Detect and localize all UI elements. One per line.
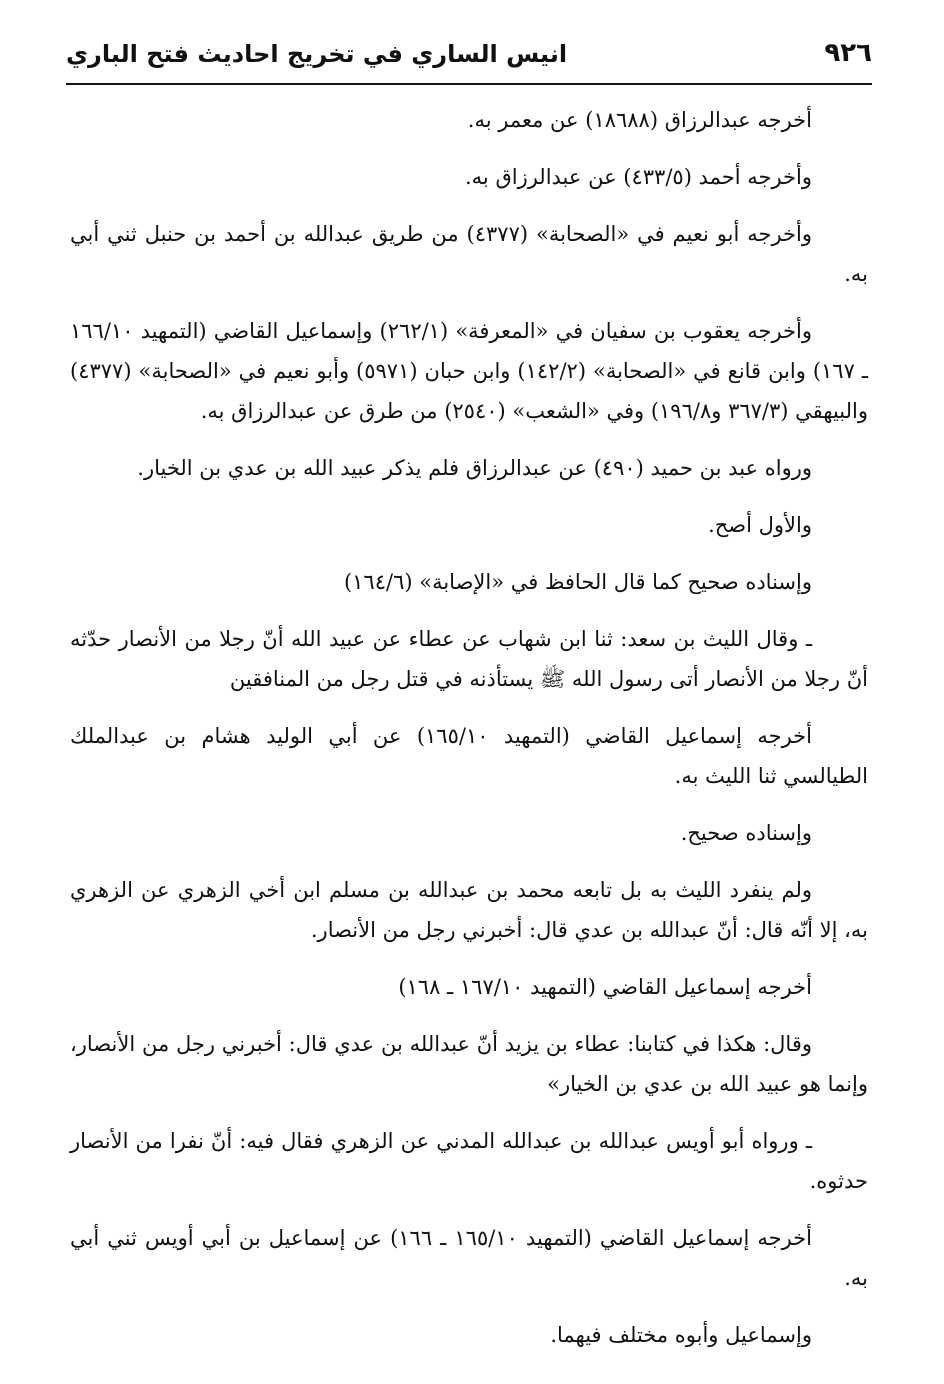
- paragraph: ـ ورواه أبو أويس عبدالله بن عبدالله المدني عن الزهري فقال فيه: أنّ نفرا من الأنصار حدثوه.: [70, 1129, 868, 1193]
- paragraph: وإسناده صحيح كما قال الحافظ في «الإصابة» (١٦٤/٦): [343, 570, 812, 594]
- paragraph: وأخرجه أحمد (٤٣٣/٥) عن عبدالرزاق به.: [464, 165, 812, 189]
- paragraph: أخرجه عبدالرزاق (١٨٦٨٨) عن معمر به.: [467, 108, 812, 132]
- paragraph: وإسناده صحيح.: [680, 821, 812, 845]
- paragraph: والأول أصح.: [708, 513, 812, 537]
- paragraph: ـ وقال الليث بن سعد: ثنا ابن شهاب عن عطاء عن عبيد الله أنّ رجلا من الأنصار حدّثه أنّ رجلا من الأنصار أتى رسول الله ﷺ يستأذنه في قتل رجل من المنافقين: [70, 627, 868, 691]
- paragraph: أخرجه إسماعيل القاضي (التمهيد ١٦٥/١٠ ـ ١٦٦) عن إسماعيل بن أبي أويس ثني أبي به.: [70, 1226, 868, 1290]
- paragraph: أخرجه إسماعيل القاضي (التمهيد ١٦٧/١٠ ـ ١٦٨): [398, 975, 812, 999]
- paragraph: وأخرجه أبو نعيم في «الصحابة» (٤٣٧٧) من طريق عبدالله بن أحمد بن حنبل ثني أبي به.: [70, 222, 868, 286]
- paragraph: أخرجه إسماعيل القاضي (التمهيد ١٦٥/١٠) عن أبي الوليد هشام بن عبدالملك الطيالسي ثنا الليث به.: [70, 724, 868, 788]
- page-body: [70, 100, 868, 1372]
- paragraph: وإسماعيل وأبوه مختلف فيهما.: [550, 1323, 812, 1347]
- header-divider: [66, 83, 872, 85]
- paragraph: ولم ينفرد الليث به بل تابعه محمد بن عبدالله بن مسلم ابن أخي الزهري عن الزهري به، إلا أنّه قال: أنّ عبدالله بن عدي قال: أخبرني رجل من الأنصار.: [70, 878, 868, 942]
- running-header: [66, 34, 872, 84]
- paragraph: ورواه عبد بن حميد (٤٩٠) عن عبدالرزاق فلم يذكر عبيد الله بن عدي بن الخيار.: [137, 456, 812, 480]
- paragraph: وأخرجه يعقوب بن سفيان في «المعرفة» (٢٦٢/١) وإسماعيل القاضي (التمهيد ١٦٦/١٠ ـ ١٦٧) وابن قانع في «الصحابة» (١٤٢/٢) وابن حبان (٥٩٧١) وأبو نعيم في «الصحابة» (٤٣٧٧) والبيهقي (٣٦٧/٣ و١٩٦/٨) وفي «الشعب» (٢٥٤٠) من طرق عن عبدالرزاق به.: [70, 319, 868, 423]
- book-title: انيس الساري في تخريج احاديث فتح الباري: [66, 40, 568, 68]
- page-number: ٩٢٦: [824, 38, 872, 68]
- paragraph: وقال: هكذا في كتابنا: عطاء بن يزيد أنّ عبدالله بن عدي قال: أخبرني رجل من الأنصار، وإنما هو عبيد الله بن عدي بن الخيار»: [70, 1032, 868, 1096]
